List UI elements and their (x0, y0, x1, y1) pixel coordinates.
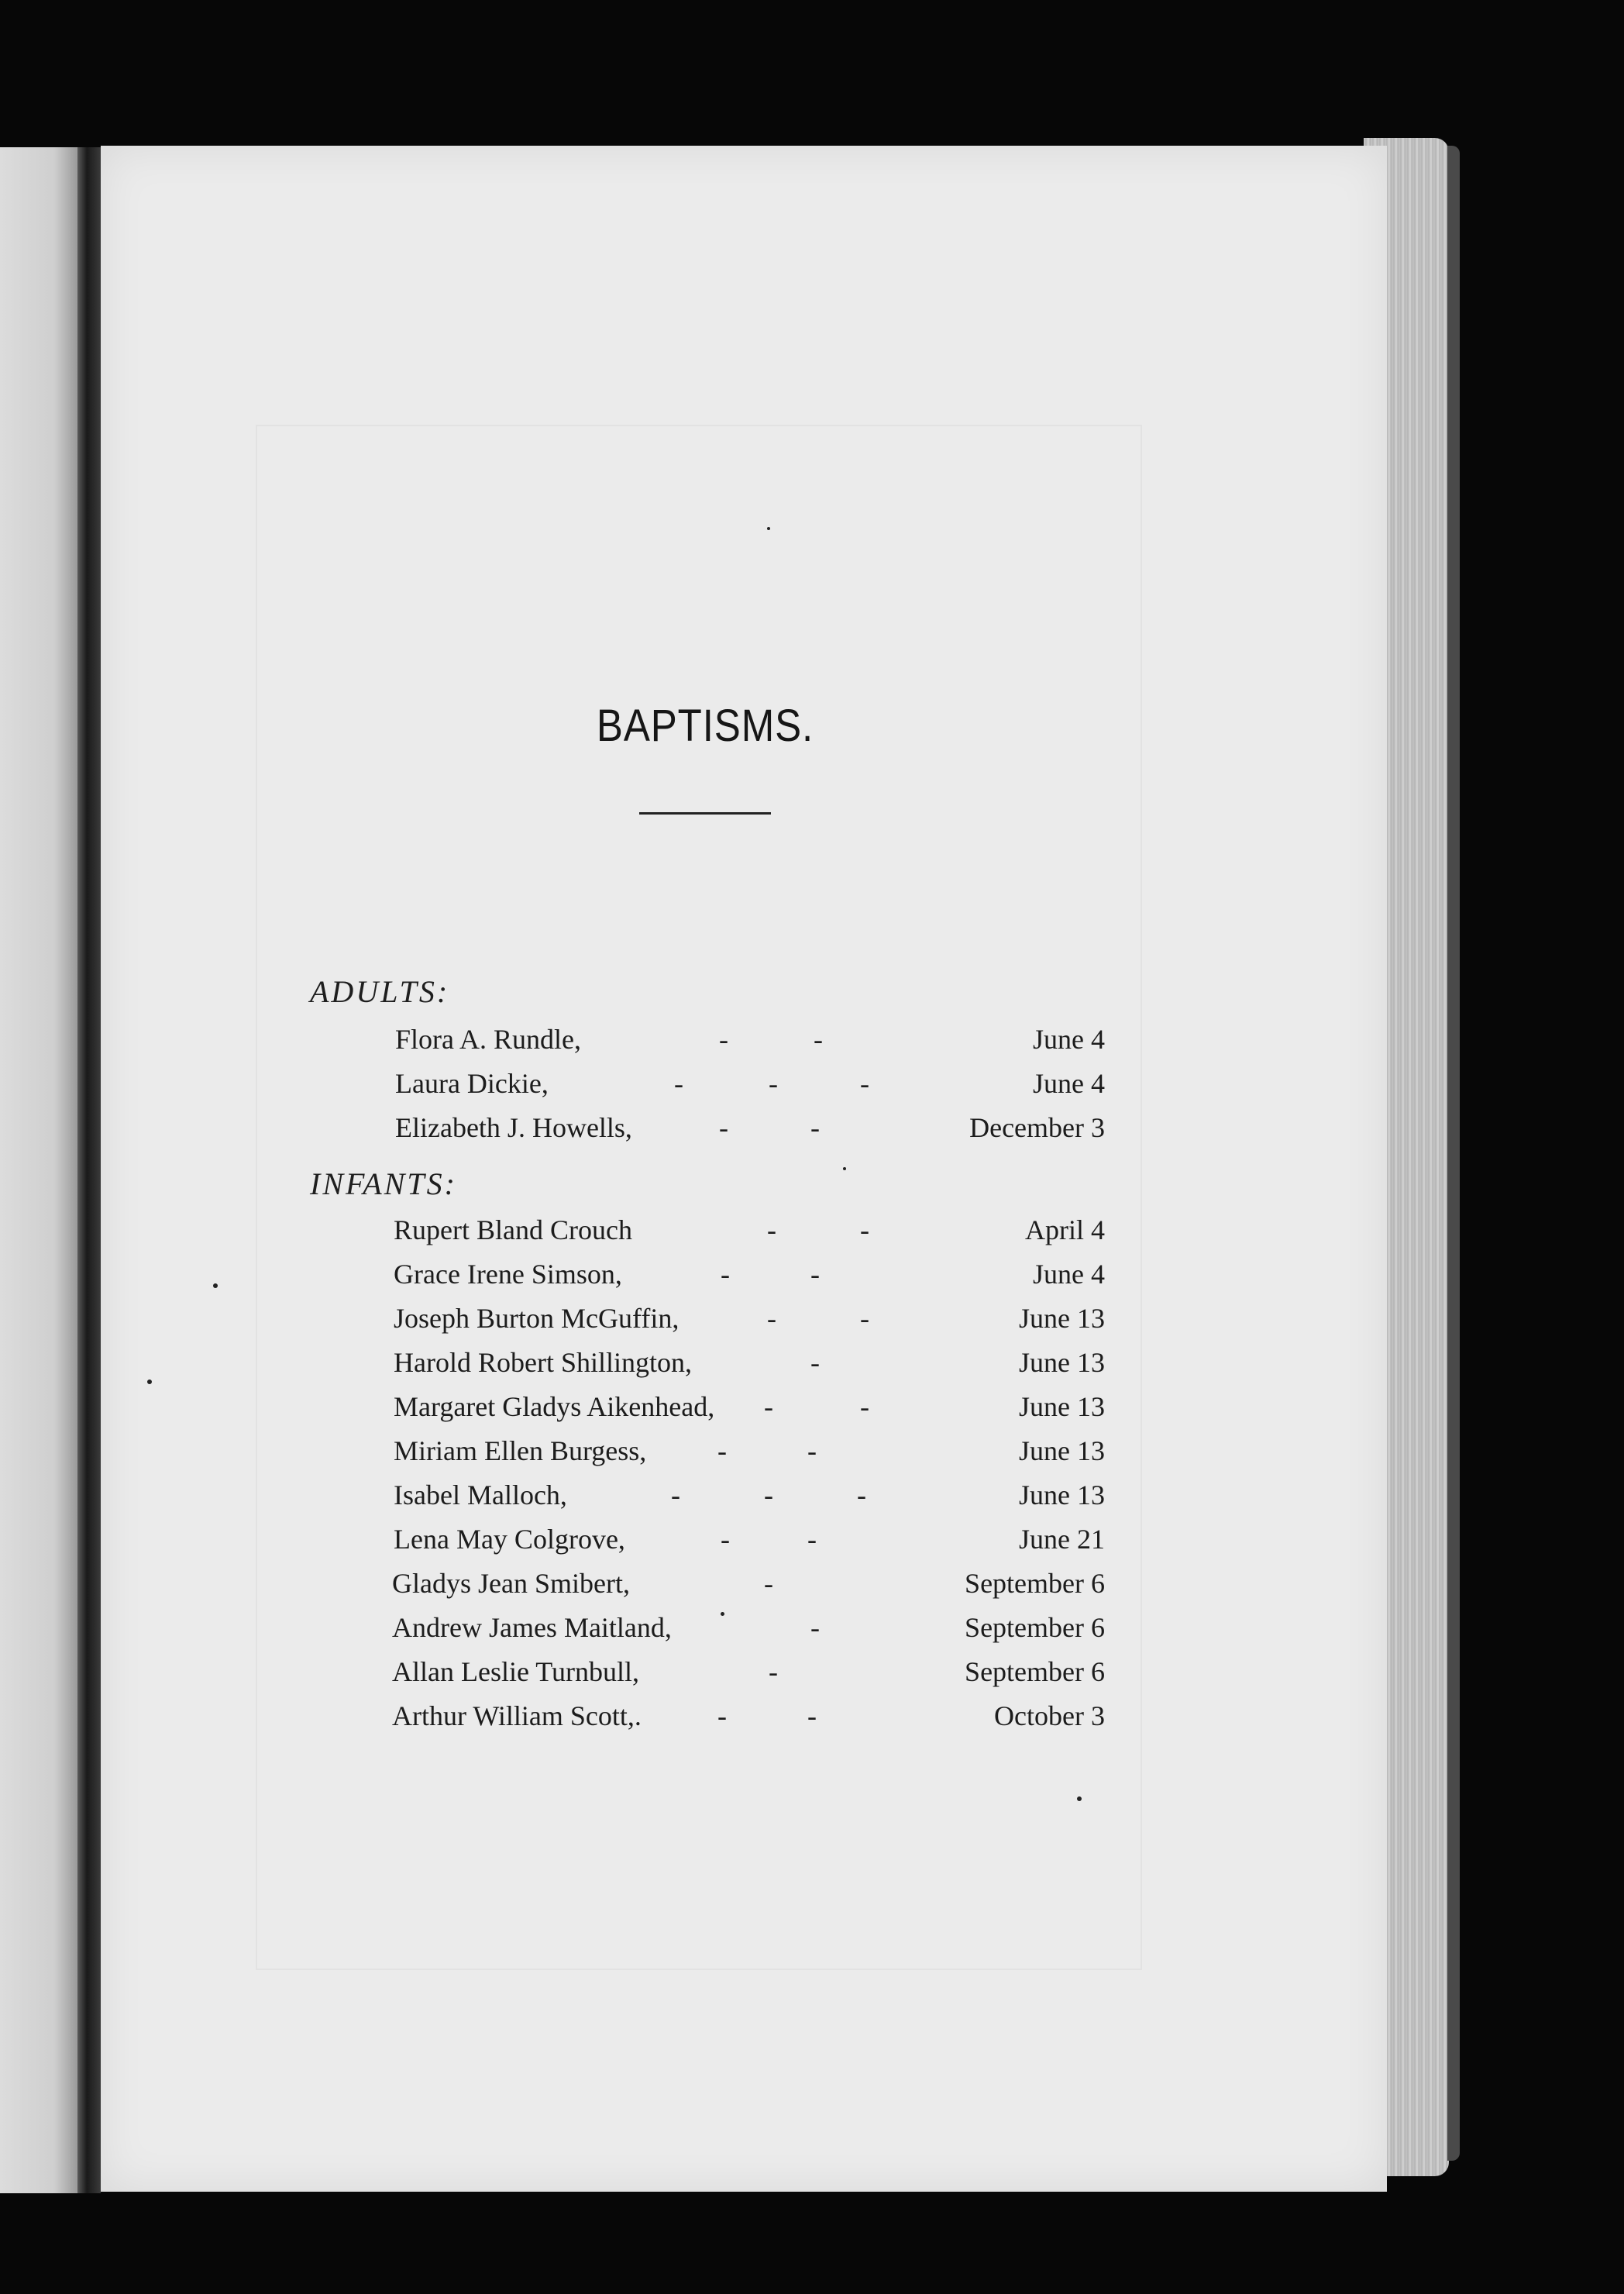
entry-name: Margaret Gladys Aikenhead, (394, 1391, 715, 1422)
entry-date: June 13 (1019, 1347, 1105, 1378)
leader-dash: - (769, 1656, 778, 1687)
leader-dash: - (860, 1214, 869, 1245)
leader-dash: - (810, 1259, 820, 1290)
entry-date: September 6 (965, 1568, 1105, 1599)
scan-speck (147, 1380, 152, 1384)
entry-name: Joseph Burton McGuffin, (394, 1303, 680, 1334)
leader-dash: - (717, 1435, 727, 1466)
entry-name: Lena May Colgrove, (394, 1524, 625, 1555)
baptism-entry (101, 1567, 1387, 1606)
entry-name: Andrew James Maitland, (392, 1612, 672, 1643)
entry-date: September 6 (965, 1612, 1105, 1643)
entry-date: June 13 (1019, 1303, 1105, 1334)
baptism-entry (101, 1111, 1387, 1150)
entry-name: Gladys Jean Smibert, (392, 1568, 630, 1599)
section-label-adults: ADULTS: (310, 974, 450, 1009)
leader-dash: - (764, 1391, 773, 1422)
leader-dash: - (721, 1524, 730, 1555)
baptism-entry (101, 1214, 1387, 1252)
entry-name: Miriam Ellen Burgess, (394, 1435, 647, 1466)
entry-name: Flora A. Rundle, (395, 1024, 581, 1055)
leader-dash: - (764, 1479, 773, 1510)
leader-dash: - (860, 1391, 869, 1422)
entry-date: September 6 (965, 1656, 1105, 1687)
leader-dash: - (810, 1347, 820, 1378)
leader-dash: - (721, 1259, 730, 1290)
scan-speck (213, 1283, 218, 1288)
baptism-entry (101, 1302, 1387, 1341)
leader-dash: - (857, 1479, 866, 1510)
entry-date: June 13 (1019, 1435, 1105, 1466)
entry-date: June 4 (1033, 1259, 1105, 1290)
leader-dash: - (717, 1700, 727, 1731)
entry-name: Rupert Bland Crouch (394, 1214, 632, 1245)
leader-dash: - (719, 1112, 728, 1143)
leader-dash: - (814, 1024, 823, 1055)
entry-name: Elizabeth J. Howells, (395, 1112, 632, 1143)
leader-dash: - (674, 1068, 683, 1099)
entry-name: Arthur William Scott,. (392, 1700, 642, 1731)
baptism-entry (101, 1258, 1387, 1297)
baptism-entry (101, 1346, 1387, 1385)
baptism-entry (101, 1479, 1387, 1517)
leader-dash: - (767, 1303, 776, 1334)
leader-dash: - (810, 1612, 820, 1643)
scan-speck (1077, 1796, 1082, 1801)
entry-name: Harold Robert Shillington, (394, 1347, 692, 1378)
entry-date: April 4 (1025, 1214, 1105, 1245)
entry-date: December 3 (969, 1112, 1105, 1143)
entry-date: June 13 (1019, 1479, 1105, 1510)
facing-page-edge (0, 147, 77, 2193)
leader-dash: - (767, 1214, 776, 1245)
leader-dash: - (810, 1112, 820, 1143)
leader-dash: - (860, 1068, 869, 1099)
title-rule (639, 812, 771, 815)
baptism-entry (101, 1390, 1387, 1429)
baptism-entry (101, 1023, 1387, 1062)
section-label-infants: INFANTS: (310, 1166, 457, 1201)
entry-name: Isabel Malloch, (394, 1479, 567, 1510)
baptism-entry (101, 1655, 1387, 1694)
entry-date: June 4 (1033, 1068, 1105, 1099)
leader-dash: - (807, 1524, 817, 1555)
scan-speck (721, 1612, 724, 1616)
entry-date: June 13 (1019, 1391, 1105, 1422)
entry-name: Laura Dickie, (395, 1068, 549, 1099)
book-gutter (77, 147, 101, 2193)
leader-dash: - (769, 1068, 778, 1099)
leader-dash: - (807, 1435, 817, 1466)
leader-dash: - (860, 1303, 869, 1334)
entry-name: Allan Leslie Turnbull, (392, 1656, 640, 1687)
leader-dash: - (671, 1479, 680, 1510)
page-content (101, 146, 1387, 2192)
baptism-entry (101, 1067, 1387, 1106)
book-page (101, 146, 1387, 2192)
entry-date: June 4 (1033, 1024, 1105, 1055)
leader-dash: - (807, 1700, 817, 1731)
baptism-entry (101, 1435, 1387, 1473)
entry-date: October 3 (994, 1700, 1105, 1731)
page-title: BAPTISMS. (596, 701, 814, 751)
entry-name: Grace Irene Simson, (394, 1259, 622, 1290)
baptism-entry (101, 1700, 1387, 1738)
baptism-entry (101, 1523, 1387, 1562)
scan-speck (767, 527, 770, 530)
baptism-entry (101, 1611, 1387, 1650)
scan-speck (843, 1167, 846, 1170)
leader-dash: - (719, 1024, 728, 1055)
leader-dash: - (764, 1568, 773, 1599)
entry-date: June 21 (1019, 1524, 1105, 1555)
